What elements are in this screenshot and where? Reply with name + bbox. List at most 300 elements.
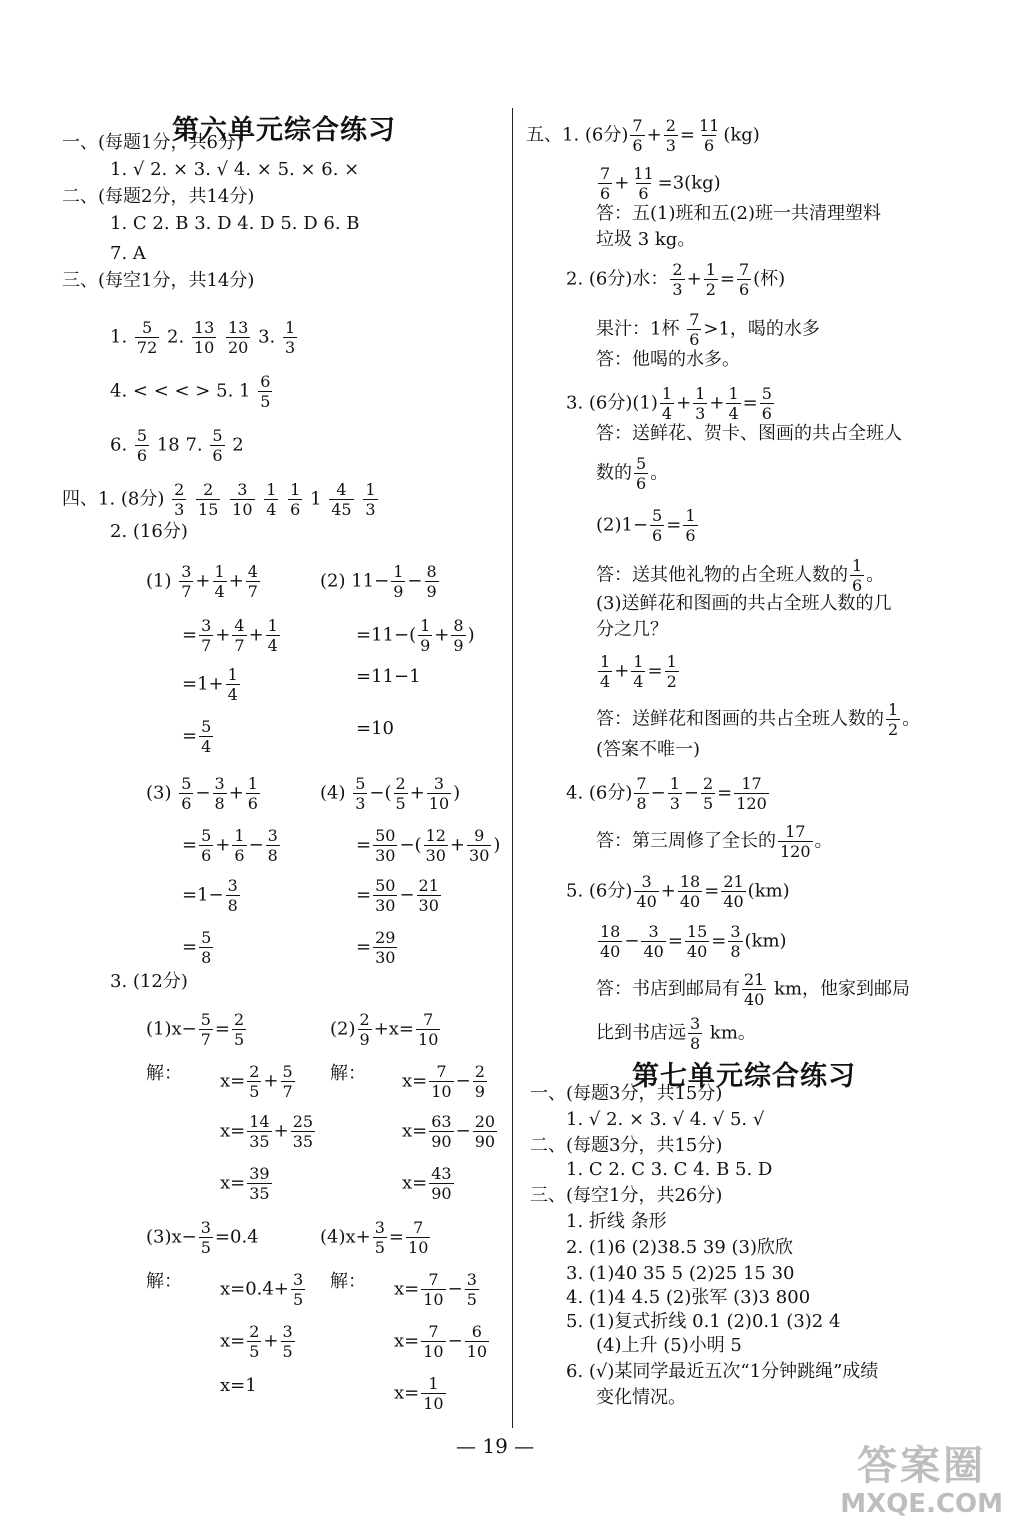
text-segment: + <box>614 172 630 194</box>
numerator: 5 <box>201 717 212 736</box>
text-segment: (3)x− <box>146 1226 197 1248</box>
numerator: 18 <box>679 872 701 891</box>
text-segment: − <box>447 1278 463 1300</box>
fraction <box>199 616 213 655</box>
text-segment: 4. (6分) <box>566 782 633 804</box>
denominator: 90 <box>474 1132 496 1151</box>
numerator: 1 <box>290 480 301 499</box>
text-segment: 3. (1)40 35 5 (2)25 15 30 <box>566 1263 795 1284</box>
fraction <box>199 826 213 865</box>
denominator: 8 <box>267 846 278 865</box>
numerator: 4 <box>336 480 347 499</box>
fraction <box>199 1010 213 1049</box>
denominator: 40 <box>600 942 621 961</box>
text-segment: 1. √ 2. × 3. √ 4. × 5. × 6. × <box>110 159 360 180</box>
text-segment: 5. (6分) <box>566 880 633 902</box>
answer-line <box>566 1360 878 1384</box>
text-segment: 分之几？ <box>596 619 668 640</box>
section-title: 第六单元综合练习 <box>172 115 396 146</box>
denominator: 45 <box>331 500 352 519</box>
numerator: 8 <box>453 616 464 635</box>
numerator: 25 <box>292 1112 314 1131</box>
denominator: 30 <box>375 948 396 967</box>
numerator: 20 <box>474 1112 496 1131</box>
text-segment: 。 <box>902 708 921 730</box>
denominator: 10 <box>423 1394 444 1413</box>
numerator: 63 <box>431 1112 452 1131</box>
numerator: 2 <box>203 480 214 499</box>
numerator: 1 <box>633 652 644 671</box>
text-segment: 数的 <box>596 462 632 484</box>
denominator: 6 <box>852 576 863 595</box>
text-segment: x= <box>402 1120 428 1142</box>
fraction <box>728 922 742 961</box>
text-segment: x= <box>220 1120 246 1142</box>
text-segment: 4. < < < > 5. 1 <box>110 380 257 402</box>
answer-line <box>596 202 881 226</box>
fraction <box>199 1218 213 1257</box>
denominator: 9 <box>474 1082 485 1101</box>
numerator: 1 <box>393 562 404 581</box>
answer-line <box>596 164 721 203</box>
text-segment: 答：五(1)班和五(2)班一共清理塑料 <box>596 203 881 224</box>
text-segment: 比到书店远 <box>596 1022 686 1044</box>
text-segment: (3)送鲜花和图画的共占全班人数的几 <box>596 593 892 614</box>
denominator: 2 <box>888 720 899 739</box>
fraction <box>465 1322 489 1361</box>
numerator: 15 <box>686 922 708 941</box>
denominator: 40 <box>643 942 664 961</box>
answer-line <box>220 1164 274 1203</box>
answer-line <box>596 592 892 616</box>
fraction <box>291 1270 305 1309</box>
fraction <box>598 652 612 691</box>
text-segment: + <box>215 834 231 856</box>
fraction <box>226 665 240 704</box>
fraction <box>264 480 278 519</box>
fraction <box>179 774 193 813</box>
answer-line <box>110 242 146 266</box>
text-segment: 三、(每空1分，共14分) <box>62 270 255 291</box>
fraction <box>199 928 213 967</box>
numerator: 2 <box>174 480 185 499</box>
text-segment: −( <box>369 782 392 804</box>
numerator: 1 <box>666 652 677 671</box>
denominator: 5 <box>260 392 271 411</box>
answer-line <box>320 562 441 601</box>
denominator: 40 <box>686 942 708 961</box>
denominator: 8 <box>214 794 225 813</box>
fraction <box>329 480 353 519</box>
text-segment: x= <box>220 1070 246 1092</box>
numerator: 5 <box>200 1010 211 1029</box>
numerator: 9 <box>474 826 485 845</box>
text-segment <box>280 489 286 510</box>
answer-line <box>220 1112 317 1151</box>
text-segment: 3. (6分)(1) <box>566 392 658 414</box>
text-segment: 18 7. <box>151 434 209 456</box>
denominator: 7 <box>200 1030 211 1049</box>
numerator: 1 <box>852 556 863 575</box>
denominator: 4 <box>267 636 278 655</box>
text-segment: 变化情况。 <box>596 1387 686 1408</box>
numerator: 3 <box>282 1322 293 1341</box>
text-segment: = <box>182 725 198 747</box>
text-segment: x= <box>220 1330 246 1352</box>
fraction <box>687 310 701 349</box>
denominator: 5 <box>249 1342 260 1361</box>
fraction <box>358 1010 372 1049</box>
numerator: 1 <box>227 665 238 684</box>
text-segment: 2 <box>226 434 244 456</box>
numerator: 13 <box>193 318 215 337</box>
text-segment: = <box>667 930 683 952</box>
answer-line <box>62 269 254 293</box>
text-segment: =11−1 <box>356 666 421 687</box>
answer-line <box>394 1322 491 1361</box>
fraction <box>697 116 721 155</box>
fraction <box>734 774 769 813</box>
answer-line <box>220 1322 297 1361</box>
text-segment: x= <box>402 1070 428 1092</box>
answer-line <box>110 158 359 182</box>
text-segment: − <box>650 782 666 804</box>
numerator: 21 <box>723 872 744 891</box>
answer-line <box>220 1062 297 1101</box>
watermark-logo <box>840 1444 1003 1520</box>
numerator: 5 <box>136 426 148 445</box>
text-segment: + <box>228 570 244 592</box>
text-segment: 三、(每空1分，共26分) <box>530 1185 723 1206</box>
fraction <box>668 774 682 813</box>
fraction <box>670 260 684 299</box>
numerator: 50 <box>375 826 396 845</box>
answer-line <box>596 922 787 961</box>
text-segment <box>218 327 224 348</box>
fraction <box>246 774 260 813</box>
text-segment: − <box>683 782 699 804</box>
numerator: 21 <box>418 876 439 895</box>
fraction <box>246 562 260 601</box>
text-segment: (答案不唯一) <box>596 739 701 760</box>
denominator: 35 <box>292 1132 314 1151</box>
text-segment: 。 <box>866 564 885 586</box>
denominator: 40 <box>636 892 657 911</box>
fraction <box>394 774 408 813</box>
denominator: 6 <box>636 474 647 493</box>
numerator: 3 <box>201 616 212 635</box>
text-segment: 二、(每题3分，共15分) <box>530 1135 723 1156</box>
denominator: 4 <box>201 737 212 756</box>
denominator: 3 <box>669 794 680 813</box>
fraction <box>424 826 448 865</box>
text-segment: − <box>248 834 264 856</box>
fraction <box>135 318 159 357</box>
text-segment: = <box>182 834 198 856</box>
text-segment: =0.4 <box>214 1226 259 1248</box>
fraction <box>226 318 250 357</box>
text-segment: 1 <box>304 488 328 510</box>
text-segment: − <box>399 884 415 906</box>
numerator: 5 <box>201 928 212 947</box>
text-segment: km。 <box>704 1022 756 1044</box>
numerator: 2 <box>474 1062 485 1081</box>
fraction <box>631 652 645 691</box>
fraction <box>737 260 751 299</box>
fraction <box>726 384 740 423</box>
denominator: 5 <box>200 1238 211 1257</box>
denominator: 7 <box>247 582 258 601</box>
answer-line <box>146 1010 248 1049</box>
numerator: 1 <box>728 384 739 403</box>
numerator: 2 <box>234 1010 245 1029</box>
answer-line <box>62 480 380 519</box>
denominator: 3 <box>695 404 706 423</box>
numerator: 2 <box>359 1010 370 1029</box>
answer-line <box>526 116 760 155</box>
answer-line <box>530 1184 722 1208</box>
text-segment: (1)x− <box>146 1018 197 1040</box>
text-segment: (kg) <box>723 124 760 146</box>
denominator: 8 <box>227 896 238 915</box>
fraction <box>664 116 678 155</box>
text-segment: =10 <box>356 718 394 739</box>
text-segment: 1. <box>110 326 133 348</box>
denominator: 7 <box>234 636 245 655</box>
text-segment: + <box>434 624 450 646</box>
denominator: 6 <box>212 446 223 465</box>
denominator: 6 <box>738 280 750 299</box>
numerator: 7 <box>600 164 611 183</box>
text-segment: = <box>719 268 735 290</box>
answer-line <box>596 1334 742 1358</box>
text-segment: 答：送鲜花和图画的共占全班人数的 <box>596 708 884 730</box>
answer-line <box>330 1010 442 1049</box>
numerator: 3 <box>214 774 225 793</box>
denominator: 7 <box>181 582 192 601</box>
text-segment: 2. <box>161 326 190 348</box>
text-segment: + <box>614 660 630 682</box>
text-segment: 2. (6分)水： <box>566 268 669 290</box>
denominator: 3 <box>284 338 296 357</box>
text-segment: (杯) <box>753 268 786 290</box>
text-segment: x= <box>394 1382 420 1404</box>
numerator: 3 <box>466 1270 477 1289</box>
numerator: 2 <box>702 774 714 793</box>
numerator: 18 <box>600 922 621 941</box>
denominator: 10 <box>423 1342 444 1361</box>
text-segment: + <box>409 782 425 804</box>
fraction <box>406 1218 430 1257</box>
text-segment: (4) <box>320 782 352 804</box>
denominator: 3 <box>174 500 185 519</box>
text-segment: 3. <box>252 326 281 348</box>
answer-line <box>566 384 776 423</box>
numerator: 2 <box>395 774 406 793</box>
answer-line <box>566 872 790 911</box>
fraction <box>417 876 441 915</box>
answer-line <box>356 717 394 741</box>
text-segment: =3(kg) <box>657 172 721 194</box>
numerator: 7 <box>738 260 750 279</box>
text-segment: 1. C 2. C 3. C 4. B 5. D <box>566 1159 773 1180</box>
numerator: 1 <box>888 700 899 719</box>
text-segment: + <box>263 1330 279 1352</box>
text-segment: + <box>686 268 702 290</box>
answer-line <box>596 506 700 545</box>
text-segment: = <box>647 660 663 682</box>
text-segment: 答：他喝的水多。 <box>596 349 740 370</box>
fraction <box>213 562 227 601</box>
text-segment: 四、1. (8分) <box>62 488 171 510</box>
answer-line <box>110 970 188 994</box>
text-segment: 五、1. (6分) <box>526 124 629 146</box>
denominator: 5 <box>234 1030 245 1049</box>
answer-line <box>356 826 500 865</box>
fraction <box>421 1374 445 1413</box>
answer-line <box>596 422 902 446</box>
text-segment: = <box>711 930 727 952</box>
denominator: 6 <box>685 526 696 545</box>
answer-line <box>182 717 215 756</box>
answer-line <box>402 1062 489 1101</box>
text-segment: = <box>666 514 682 536</box>
fraction <box>192 318 216 357</box>
numerator: 50 <box>375 876 396 895</box>
fraction <box>230 480 254 519</box>
numerator: 1 <box>705 260 716 279</box>
numerator: 29 <box>375 928 396 947</box>
text-segment: 。 <box>814 830 833 852</box>
fraction <box>634 454 648 493</box>
text-segment: 6. (√)某同学最近五次“1分钟跳绳”成绩 <box>566 1361 879 1382</box>
denominator: 3 <box>355 794 366 813</box>
text-segment: x=1 <box>220 1375 257 1396</box>
numerator: 39 <box>249 1164 270 1183</box>
text-segment: = <box>679 124 695 146</box>
answer-line <box>320 1218 432 1257</box>
denominator: 6 <box>247 794 258 813</box>
fraction <box>288 480 302 519</box>
fraction <box>704 260 718 299</box>
fraction <box>665 652 679 691</box>
answer-line <box>566 774 771 813</box>
fraction <box>232 1010 246 1049</box>
text-segment: (2) <box>330 1018 356 1040</box>
answer-line <box>566 1310 840 1334</box>
numerator: 14 <box>249 1112 270 1131</box>
fraction <box>373 826 397 865</box>
numerator: 5 <box>212 426 223 445</box>
text-segment: x=0.4+ <box>220 1278 289 1300</box>
denominator: 8 <box>730 942 741 961</box>
text-segment: 1. C 2. B 3. D 4. D 5. D 6. B <box>110 213 360 234</box>
text-segment: (4)x+ <box>320 1226 371 1248</box>
denominator: 2 <box>666 672 677 691</box>
denominator: 8 <box>201 948 212 967</box>
numerator: 5 <box>141 318 153 337</box>
text-segment: + <box>228 782 244 804</box>
denominator: 5 <box>292 1290 304 1309</box>
text-segment: (3) <box>146 782 178 804</box>
answer-line <box>596 700 920 739</box>
answer-line <box>182 665 242 704</box>
answer-line <box>596 310 820 349</box>
answer-line <box>566 1158 772 1182</box>
denominator: 30 <box>375 846 396 865</box>
answer-line <box>356 876 443 915</box>
denominator: 9 <box>359 1030 370 1049</box>
text-segment: = <box>214 1018 231 1040</box>
numerator: 1 <box>669 774 680 793</box>
answer-line <box>566 1210 667 1234</box>
fraction <box>210 426 224 465</box>
text-segment: 答：送其他礼物的占全班人数的 <box>596 564 848 586</box>
numerator: 7 <box>632 116 643 135</box>
text-segment: 2. (1)6 (2)38.5 39 (3)欣欣 <box>566 1237 793 1258</box>
denominator: 6 <box>652 526 663 545</box>
answer-line <box>596 970 910 1009</box>
numerator: 1 <box>600 652 611 671</box>
numerator: 21 <box>744 970 765 989</box>
numerator: 1 <box>420 616 431 635</box>
numerator: 6 <box>260 372 271 391</box>
fraction <box>429 1164 453 1203</box>
numerator: 1 <box>267 616 278 635</box>
denominator: 9 <box>420 636 431 655</box>
text-segment: − <box>624 930 640 952</box>
answer-line <box>596 652 681 691</box>
text-segment: 解： <box>146 1271 182 1292</box>
numerator: 3 <box>181 562 192 581</box>
fraction <box>213 774 227 813</box>
denominator: 7 <box>201 636 212 655</box>
denominator: 4 <box>214 582 225 601</box>
numerator: 3 <box>374 1218 385 1237</box>
fraction <box>630 116 644 155</box>
answer-line <box>356 928 399 967</box>
fraction <box>418 616 432 655</box>
numerator: 11 <box>698 116 720 135</box>
text-segment: + <box>215 624 231 646</box>
denominator: 4 <box>728 404 739 423</box>
numerator: 1 <box>685 506 696 525</box>
denominator: 5 <box>466 1290 477 1309</box>
answer-line <box>566 260 785 299</box>
fraction <box>281 1322 295 1361</box>
fraction <box>363 480 377 519</box>
text-segment: +x= <box>373 1018 415 1040</box>
denominator: 8 <box>690 1034 701 1053</box>
numerator: 3 <box>433 774 445 793</box>
fraction <box>226 876 240 915</box>
fraction <box>778 822 813 861</box>
text-segment: = <box>182 624 198 646</box>
answer-line <box>330 1062 366 1086</box>
fraction <box>416 1010 440 1049</box>
answer-line <box>394 1270 481 1309</box>
text-segment: 4. (1)4 4.5 (2)张军 (3)3 800 <box>566 1287 811 1308</box>
numerator: 2 <box>249 1322 260 1341</box>
text-segment: 答：书店到邮局有 <box>596 978 740 1000</box>
denominator: 10 <box>466 1342 488 1361</box>
numerator: 3 <box>227 876 238 895</box>
answer-line <box>182 616 282 655</box>
text-segment: = <box>356 834 372 856</box>
text-segment: + <box>676 392 692 414</box>
numerator: 3 <box>641 872 652 891</box>
numerator: 1 <box>266 480 277 499</box>
